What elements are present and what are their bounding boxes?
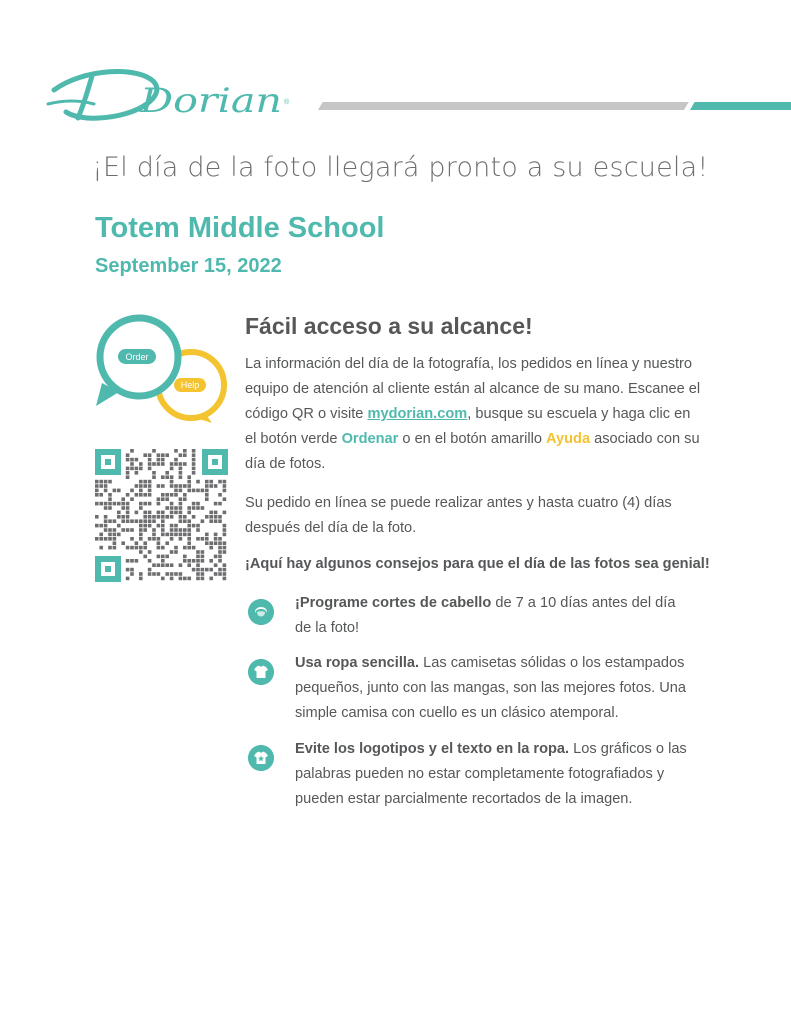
help-word: Ayuda	[546, 431, 591, 447]
dorian-logo	[44, 60, 294, 126]
order-label: Order	[125, 352, 149, 362]
picture-day-date: September 15, 2022	[95, 255, 282, 277]
qr-code-icon	[95, 449, 228, 582]
help-label: Help	[180, 380, 200, 390]
order-help-bubbles-icon	[94, 313, 230, 425]
header-band-gray	[318, 102, 689, 110]
shirt-icon	[248, 659, 274, 685]
access-title: Fácil acceso a su alcance!	[245, 313, 533, 339]
logo-wordmark: Dorian	[138, 81, 282, 121]
haircut-icon	[248, 599, 274, 625]
mydorian-link[interactable]: mydorian.com	[367, 406, 468, 422]
access-paragraph: La información del día de la fotografía, los pedidos en línea y nuestro equipo de atención al cliente están al alcance de su mano. Escanee el código QR o visite mydorian.com, busque su escuela y haga clic en el botón verde Ordenar o en el botón amarillo Ayuda asociado con su día de fotos.	[245, 356, 701, 472]
header-band-teal	[690, 102, 791, 110]
logo-shirt-icon	[248, 745, 274, 771]
school-name: Totem Middle School	[95, 212, 385, 244]
ordering-window-paragraph: Su pedido en línea se puede realizar antes y hasta cuatro (4) días después del día de la foto.	[245, 495, 672, 536]
trademark-symbol: ®	[284, 99, 290, 106]
order-word: Ordenar	[341, 431, 399, 447]
tips-heading: ¡Aquí hay algunos consejos para que el día de las fotos sea genial!	[245, 556, 710, 572]
page-headline: ¡El día de la foto llegará pronto a su escuela!	[92, 152, 709, 183]
